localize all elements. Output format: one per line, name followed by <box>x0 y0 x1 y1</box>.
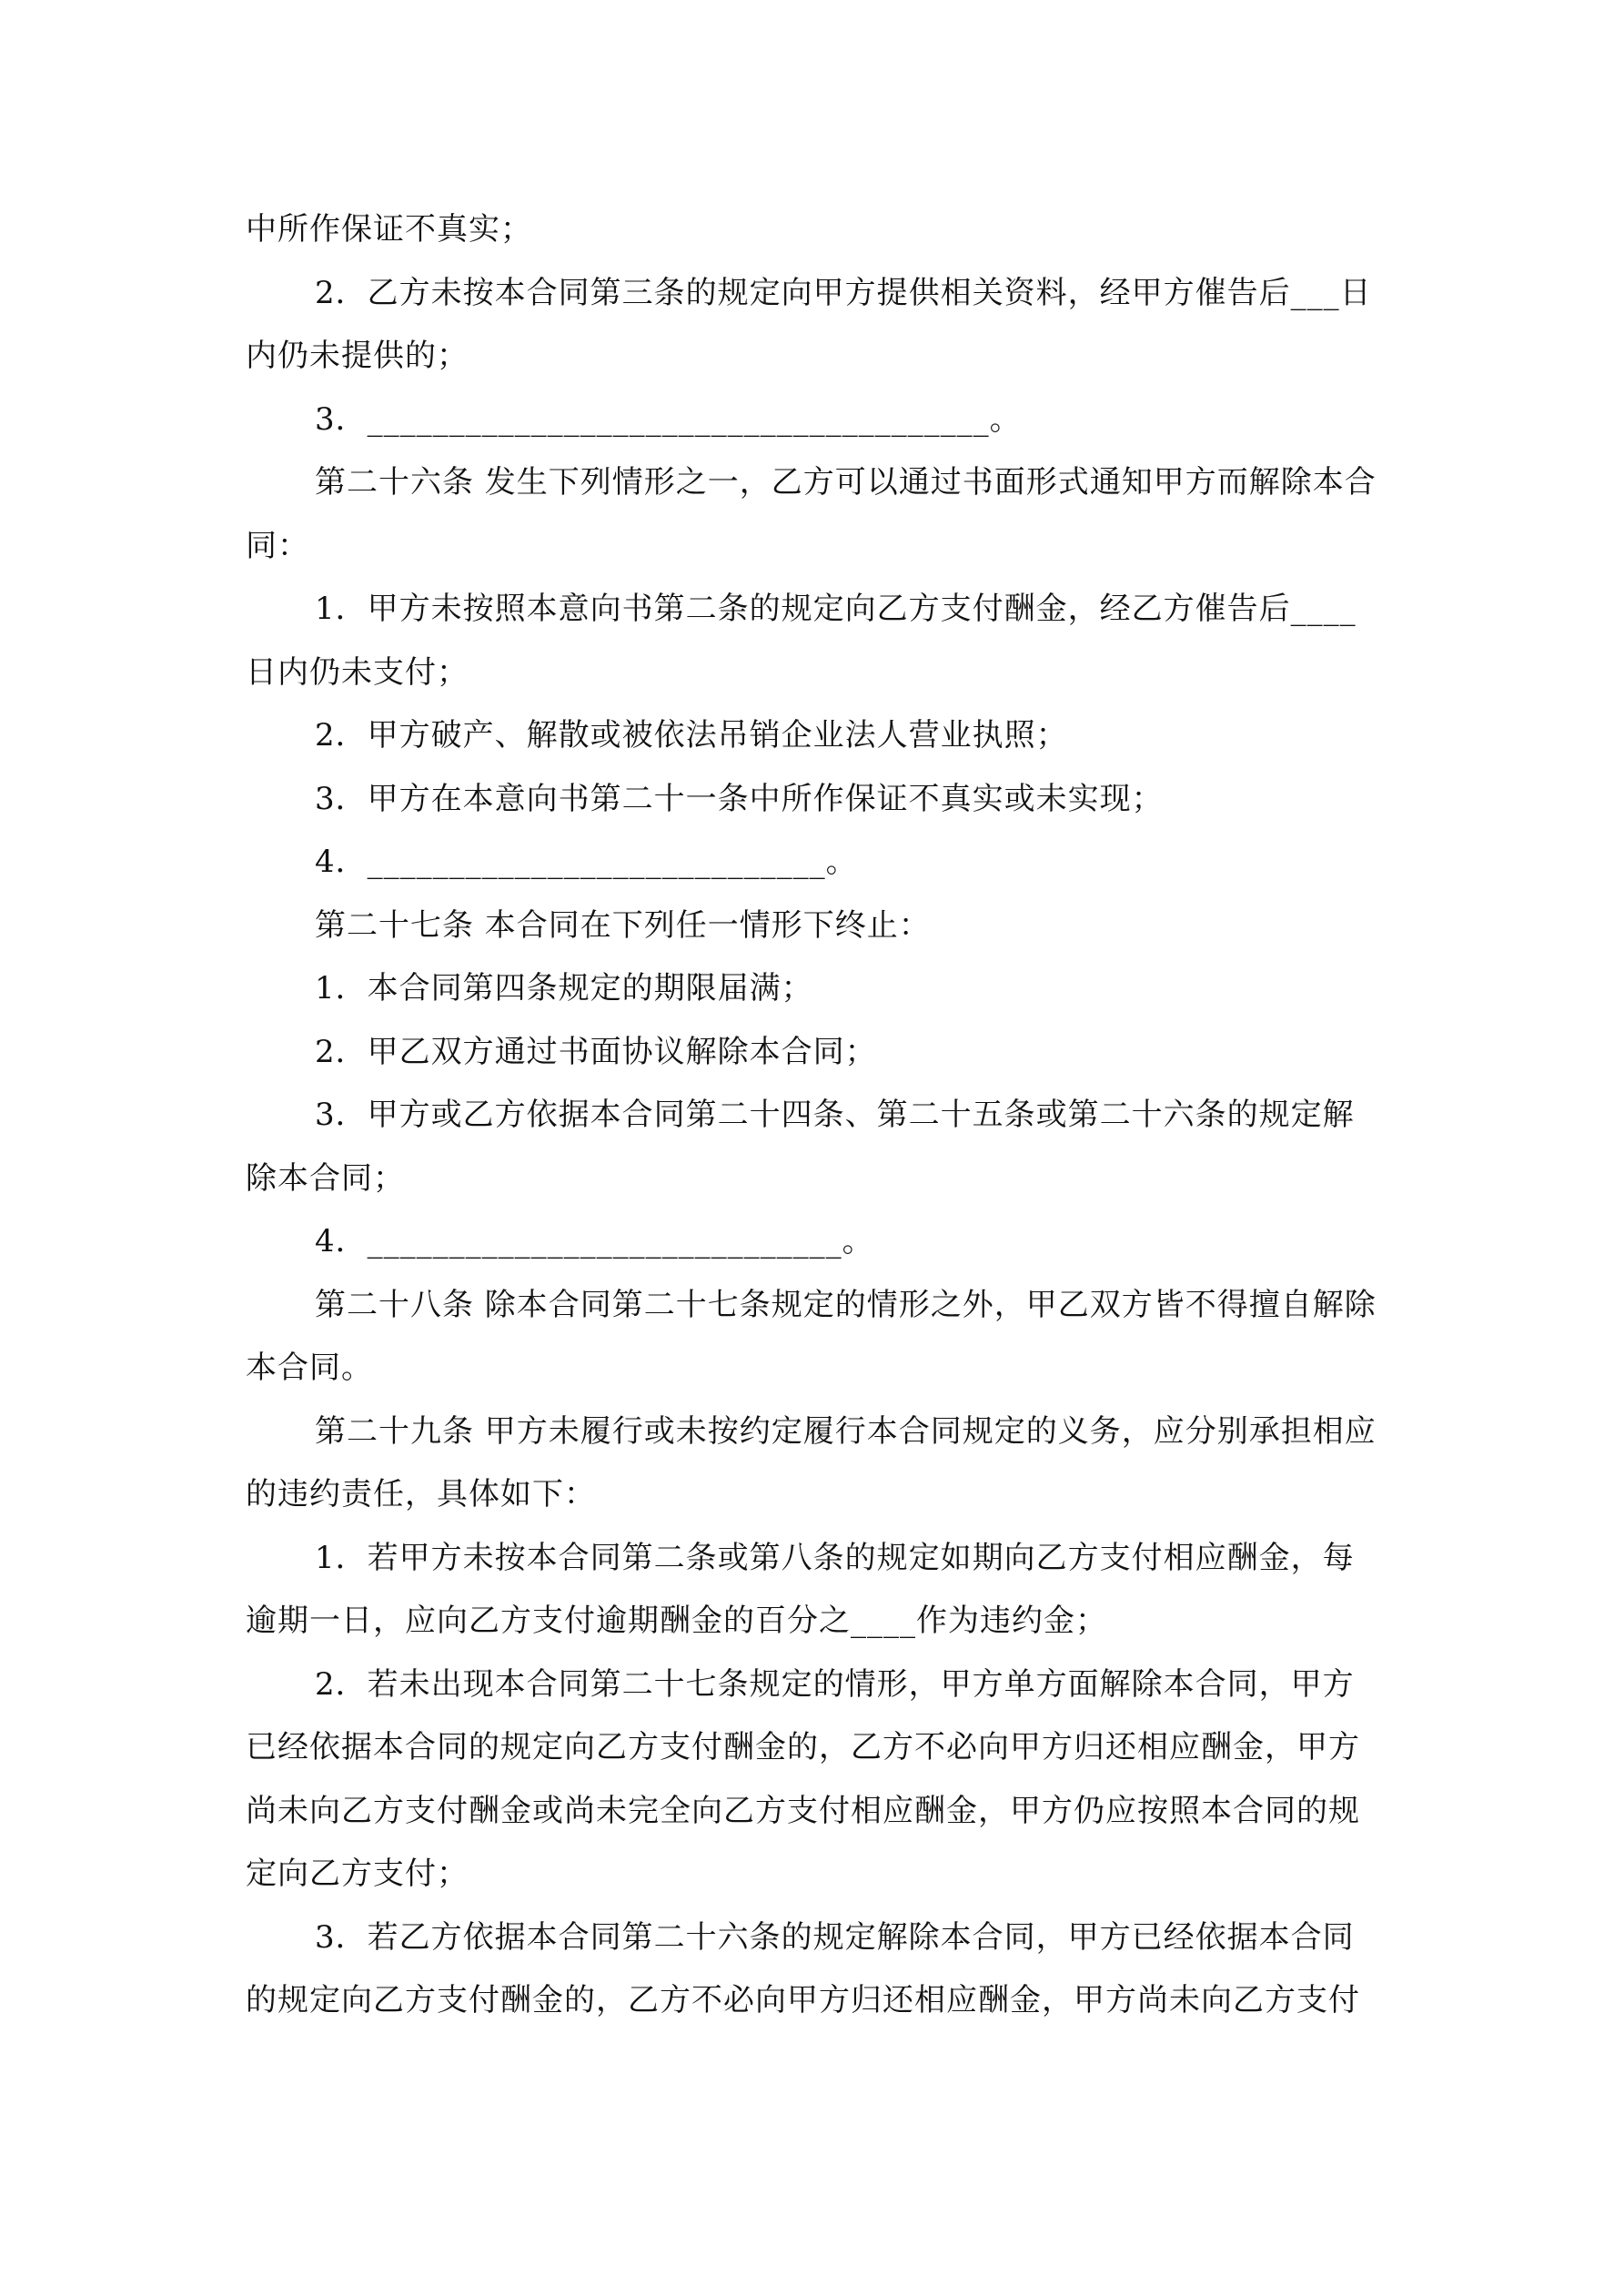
paragraph: 2．甲方破产、解散或被依法吊销企业法人营业执照； <box>315 717 1068 754</box>
paragraph: 第二十八条 除本合同第二十七条规定的情形之外，甲乙双方皆不得擅自解除本合同。 <box>246 1286 1377 1386</box>
paragraph: 第二十九条 甲方未履行或未按约定履行本合同规定的义务，应分别承担相应的违约责任，具体如下： <box>246 1412 1377 1512</box>
paragraph: 第二十七条 本合同在下列任一情形下终止： <box>315 906 931 944</box>
paragraph: 4．_____________________________。 <box>315 1223 874 1259</box>
paragraph: 1．若甲方未按本合同第二条或第八条的规定如期向乙方支付相应酬金，每逾期一日，应向乙方支付逾期酬金的百分之____作为违约金； <box>246 1539 1355 1639</box>
paragraph: 1．本合同第四条规定的期限届满； <box>315 970 813 1006</box>
paragraph: 3．甲方在本意向书第二十一条中所作保证不真实或未实现； <box>315 780 1164 817</box>
paragraph: 2．若未出现本合同第二十七条规定的情形，甲方单方面解除本合同，甲方已经依据本合同的规定向乙方支付酬金的，乙方不必向甲方归还相应酬金，甲方尚未向乙方支付酬金或尚未完全向乙方支付相应酬金，甲方仍应按照本合同的规定向乙方支付； <box>246 1665 1360 1892</box>
paragraph: 2．甲乙双方通过书面协议解除本合同； <box>315 1033 877 1070</box>
paragraph: 中所作保证不真实； <box>246 211 532 248</box>
paragraph: 3．______________________________________。 <box>315 400 1022 438</box>
document-body <box>246 198 1383 2033</box>
paragraph: 1．甲方未按照本意向书第二条的规定向乙方支付酬金，经乙方催告后____日内仍未支付； <box>246 591 1357 691</box>
paragraph: 2．乙方未按本合同第三条的规定向甲方提供相关资料，经甲方催告后___日内仍未提供的； <box>246 274 1372 374</box>
paragraph: 3．甲方或乙方依据本合同第二十四条、第二十五条或第二十六条的规定解除本合同； <box>246 1097 1355 1197</box>
paragraph: 3．若乙方依据本合同第二十六条的规定解除本合同，甲方已经依据本合同的规定向乙方支付酬金的，乙方不必向甲方归还相应酬金，甲方尚未向乙方支付 <box>246 1918 1360 2018</box>
paragraph: 第二十六条 发生下列情形之一，乙方可以通过书面形式通知甲方而解除本合同： <box>246 464 1377 564</box>
paragraph: 4．____________________________。 <box>315 844 858 880</box>
